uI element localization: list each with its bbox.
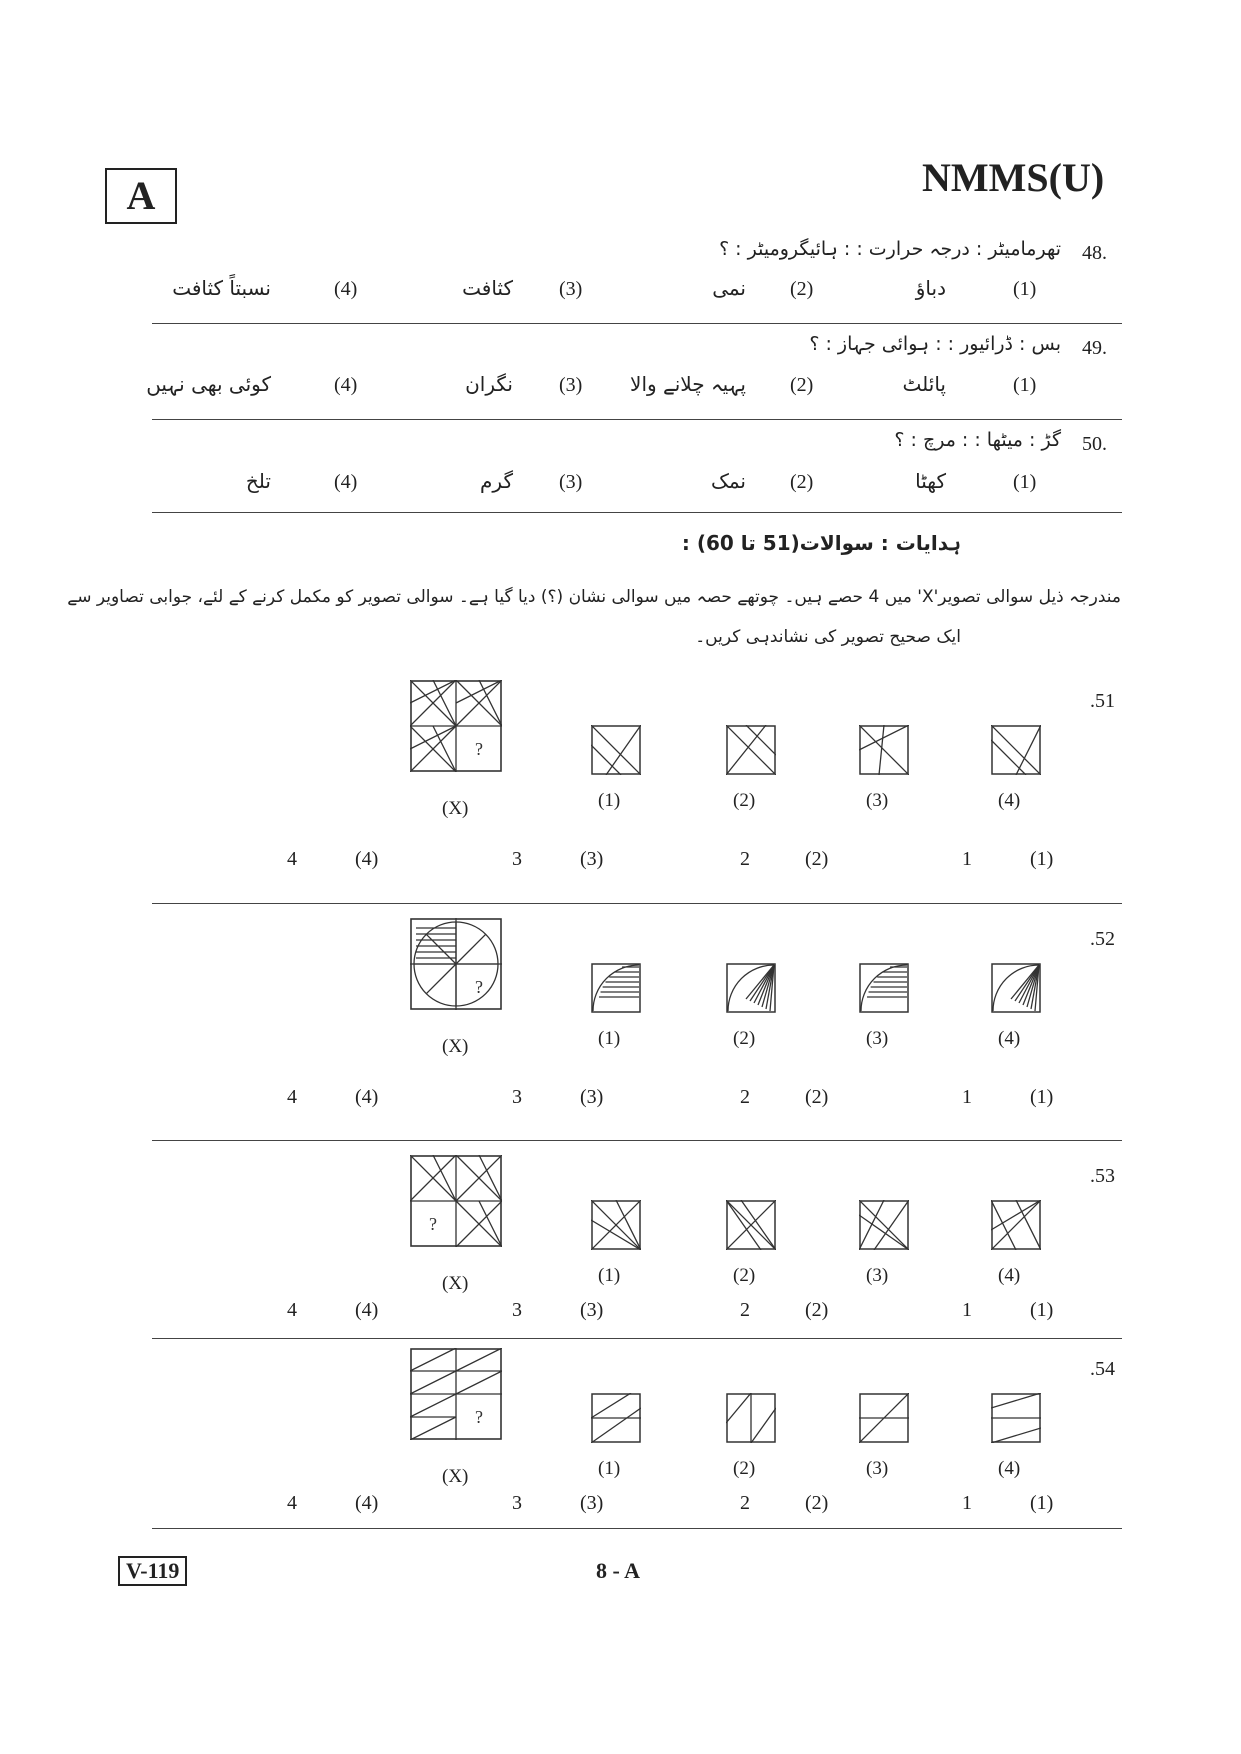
q49-opt2-num: (2): [790, 374, 814, 396]
q48-opt4-text: نسبتاً کثافت: [172, 276, 271, 300]
answer-option-3-value: 3: [512, 1492, 522, 1514]
answer-option-2-value: 2: [740, 848, 750, 870]
q50-opt3-text: گرم: [480, 469, 513, 493]
footer-code: V-119: [118, 1556, 187, 1586]
q50-question: گڑ : میٹھا : : مرچ : ؟: [894, 429, 1061, 451]
figure-label: (2): [733, 1028, 756, 1049]
answer-option-1-number[interactable]: (1): [1030, 1299, 1054, 1321]
answer-figure-3[interactable]: [859, 963, 909, 1013]
answer-figure-1[interactable]: [591, 725, 641, 775]
divider: [152, 512, 1122, 513]
q51-number: .51: [1090, 690, 1115, 712]
q49-opt1-num: (1): [1013, 374, 1037, 396]
instructions-title: ہدایات : سوالات(51 تا 60) :: [681, 531, 961, 555]
answer-figure-3[interactable]: [859, 725, 909, 775]
answer-figure-4[interactable]: [991, 725, 1041, 775]
set-letter-box: A: [105, 168, 177, 224]
exam-code: NMMS(U): [922, 155, 1105, 200]
figure-label: (4): [998, 1458, 1021, 1479]
figure-label: (4): [998, 1028, 1021, 1049]
answer-option-4-value: 4: [287, 1299, 297, 1321]
question-figure-x: [410, 918, 502, 1010]
answer-option-4-number[interactable]: (4): [355, 1086, 379, 1108]
answer-option-1-number[interactable]: (1): [1030, 1492, 1054, 1514]
q50-number: 50.: [1082, 433, 1107, 455]
answer-option-4-value: 4: [287, 848, 297, 870]
q48-opt2-text: نمی: [712, 276, 746, 300]
figure-label: (X): [442, 798, 469, 819]
question-mark: ?: [475, 977, 483, 997]
figure-label: (3): [866, 1458, 889, 1479]
q50-opt2-num: (2): [790, 471, 814, 493]
answer-figure-2[interactable]: [726, 963, 776, 1013]
answer-figure-1[interactable]: [591, 1200, 641, 1250]
answer-figure-2[interactable]: [726, 1393, 776, 1443]
answer-figure-4[interactable]: [991, 1200, 1041, 1250]
q49-number: 49.: [1082, 337, 1107, 359]
instructions-line2: ایک صحیح تصویر کی نشاندہی کریں۔: [695, 627, 961, 647]
answer-option-2-number[interactable]: (2): [805, 1086, 829, 1108]
q48-opt3-num: (3): [559, 278, 583, 300]
q49-opt4-num: (4): [334, 374, 358, 396]
answer-option-4-number[interactable]: (4): [355, 1299, 379, 1321]
q48-opt1-num: (1): [1013, 278, 1037, 300]
answer-option-3-number[interactable]: (3): [580, 848, 604, 870]
question-mark: ?: [475, 1407, 483, 1427]
q50-opt3-num: (3): [559, 471, 583, 493]
figure-label: (X): [442, 1036, 469, 1057]
answer-option-3-number[interactable]: (3): [580, 1492, 604, 1514]
q49-opt2-text: پہیہ چلانے والا: [630, 372, 746, 396]
answer-figure-1[interactable]: [591, 1393, 641, 1443]
answer-option-4-number[interactable]: (4): [355, 848, 379, 870]
answer-option-4-value: 4: [287, 1492, 297, 1514]
answer-option-2-value: 2: [740, 1086, 750, 1108]
question-figure-x: [410, 1155, 502, 1247]
figure-label: (X): [442, 1273, 469, 1294]
answer-option-4-number[interactable]: (4): [355, 1492, 379, 1514]
answer-option-2-value: 2: [740, 1299, 750, 1321]
answer-figure-2[interactable]: [726, 725, 776, 775]
divider: [152, 1528, 1122, 1529]
answer-option-1-value: 1: [962, 1299, 972, 1321]
answer-option-2-number[interactable]: (2): [805, 848, 829, 870]
figure-label: (X): [442, 1466, 469, 1487]
answer-option-1-value: 1: [962, 1492, 972, 1514]
figure-label: (1): [598, 1028, 621, 1049]
q50-opt4-num: (4): [334, 471, 358, 493]
answer-figure-4[interactable]: [991, 1393, 1041, 1443]
question-mark: ?: [475, 739, 483, 759]
figure-label: (2): [733, 790, 756, 811]
figure-label: (3): [866, 1028, 889, 1049]
divider: [152, 419, 1122, 420]
question-mark: ?: [429, 1214, 437, 1234]
answer-option-3-value: 3: [512, 848, 522, 870]
question-figure-x: [410, 1348, 502, 1440]
answer-figure-1[interactable]: [591, 963, 641, 1013]
q49-question: بس : ڈرائیور : : ہوائی جہاز : ؟: [809, 333, 1061, 355]
q49-opt3-text: نگران: [465, 372, 513, 396]
figure-label: (4): [998, 1265, 1021, 1286]
figure-label: (2): [733, 1458, 756, 1479]
q50-opt4-text: تلخ: [245, 469, 271, 493]
answer-option-4-value: 4: [287, 1086, 297, 1108]
answer-option-1-number[interactable]: (1): [1030, 1086, 1054, 1108]
answer-option-1-value: 1: [962, 848, 972, 870]
divider: [152, 903, 1122, 904]
q48-opt4-num: (4): [334, 278, 358, 300]
q48-question: تھرمامیٹر : درجہ حرارت : : ہائیگرومیٹر : ؟: [719, 238, 1061, 260]
q48-opt2-num: (2): [790, 278, 814, 300]
page-number: 8 - A: [596, 1558, 640, 1583]
q50-opt1-text: کھٹا: [915, 469, 946, 493]
q50-opt1-num: (1): [1013, 471, 1037, 493]
answer-option-2-value: 2: [740, 1492, 750, 1514]
divider: [152, 1338, 1122, 1339]
answer-option-3-number[interactable]: (3): [580, 1086, 604, 1108]
answer-option-1-value: 1: [962, 1086, 972, 1108]
q54-number: .54: [1090, 1358, 1115, 1380]
figure-label: (2): [733, 1265, 756, 1286]
instructions-line1: مندرجہ ذیل سوالی تصویر'X' میں 4 حصے ہیں۔ چوتھے حصہ میں سوالی نشان (؟) دیا گیا ہے۔ سوالی تصویر کو مکمل کرنے کے لئے، جوابی تصاویر سے: [67, 587, 1121, 607]
figure-label: (4): [998, 790, 1021, 811]
figure-label: (1): [598, 1265, 621, 1286]
q52-number: .52: [1090, 928, 1115, 950]
divider: [152, 323, 1122, 324]
question-figure-x: [410, 680, 502, 772]
q49-opt3-num: (3): [559, 374, 583, 396]
q53-number: .53: [1090, 1165, 1115, 1187]
answer-option-3-number[interactable]: (3): [580, 1299, 604, 1321]
figure-label: (3): [866, 790, 889, 811]
answer-option-3-value: 3: [512, 1086, 522, 1108]
figure-label: (3): [866, 1265, 889, 1286]
q48-number: 48.: [1082, 242, 1107, 264]
figure-label: (1): [598, 1458, 621, 1479]
q48-opt3-text: کثافت: [462, 276, 513, 300]
answer-option-3-value: 3: [512, 1299, 522, 1321]
q48-opt1-text: دباؤ: [915, 276, 946, 300]
answer-option-1-number[interactable]: (1): [1030, 848, 1054, 870]
q49-opt1-text: پائلٹ: [902, 372, 946, 396]
q49-opt4-text: کوئی بھی نہیں: [146, 372, 271, 396]
answer-figure-3[interactable]: [859, 1393, 909, 1443]
q50-opt2-text: نمک: [710, 469, 746, 493]
answer-figure-3[interactable]: [859, 1200, 909, 1250]
answer-option-2-number[interactable]: (2): [805, 1492, 829, 1514]
answer-figure-2[interactable]: [726, 1200, 776, 1250]
answer-option-2-number[interactable]: (2): [805, 1299, 829, 1321]
answer-figure-4[interactable]: [991, 963, 1041, 1013]
figure-label: (1): [598, 790, 621, 811]
divider: [152, 1140, 1122, 1141]
